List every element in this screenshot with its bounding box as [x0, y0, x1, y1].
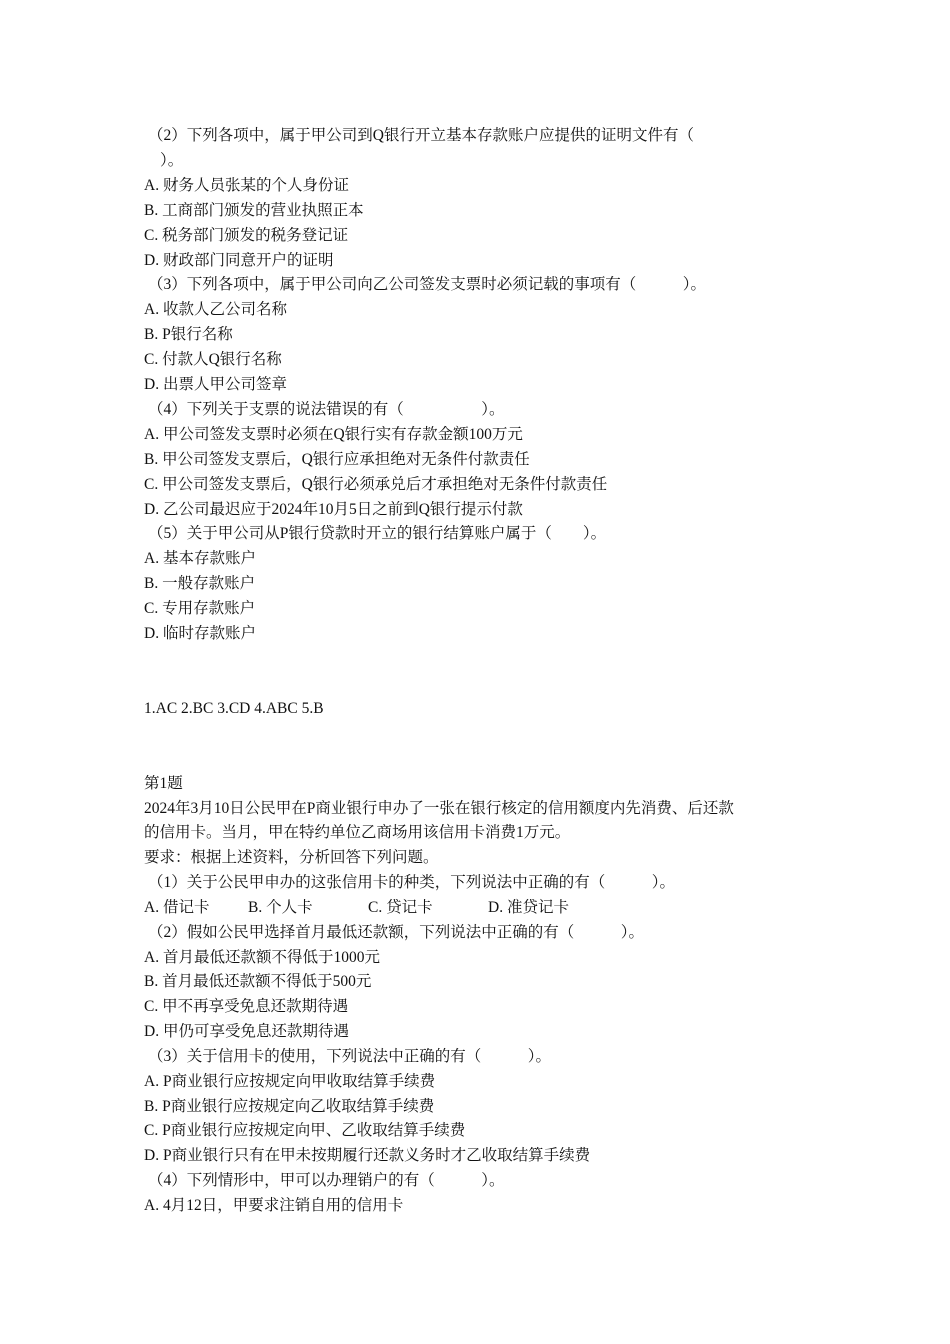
s2-q1-option-d: D. 准贷记卡 [488, 899, 569, 916]
s1-q4-option-b: B. 甲公司签发支票后，Q银行应承担绝对无条件付款责任 [144, 451, 530, 468]
s1-q3-option-c: C. 付款人Q银行名称 [144, 351, 282, 368]
s2-q3-option-c: C. P商业银行应按规定向甲、乙收取结算手续费 [144, 1122, 466, 1139]
s1-q4-option-d: D. 乙公司最迟应于2024年10月5日之前到Q银行提示付款 [144, 501, 523, 518]
s2-q3-stem: （3）关于信用卡的使用，下列说法中正确的有（ ）。 [148, 1048, 552, 1065]
s1-q4-option-c: C. 甲公司签发支票后，Q银行必须承兑后才承担绝对无条件付款责任 [144, 476, 608, 493]
requirement-text: 要求：根据上述资料，分析回答下列问题。 [144, 849, 439, 866]
s1-q2-option-b: B. 工商部门颁发的营业执照正本 [144, 202, 364, 219]
s1-q2-option-a: A. 财务人员张某的个人身份证 [144, 177, 349, 194]
case-intro-line-1: 2024年3月10日公民甲在P商业银行申办了一张在银行核定的信用额度内先消费、后还款 [144, 800, 734, 817]
question-heading: 第1题 [144, 775, 183, 792]
s2-q4-stem: （4）下列情形中，甲可以办理销户的有（ ）。 [148, 1172, 505, 1189]
s1-q2-option-c: C. 税务部门颁发的税务登记证 [144, 227, 349, 244]
s2-q2-stem: （2）假如公民甲选择首月最低还款额，下列说法中正确的有（ ）。 [148, 924, 645, 941]
s2-q1-options [144, 896, 744, 921]
case-intro-line-2: 的信用卡。当月，甲在特约单位乙商场用该信用卡消费1万元。 [144, 824, 571, 841]
s2-q3-option-a: A. P商业银行应按规定向甲收取结算手续费 [144, 1073, 436, 1090]
s1-q5-option-a: A. 基本存款账户 [144, 550, 256, 567]
s2-q1-option-b: B. 个人卡 [248, 899, 313, 916]
s1-q2-stem-end: ）。 [160, 152, 184, 169]
s2-q2-option-a: A. 首月最低还款额不得低于1000元 [144, 949, 380, 966]
s2-q2-option-d: D. 甲仍可享受免息还款期待遇 [144, 1023, 349, 1040]
s1-q5-option-c: C. 专用存款账户 [144, 600, 256, 617]
s2-q3-option-d: D. P商业银行只有在甲未按期履行还款义务时才乙收取结算手续费 [144, 1147, 591, 1164]
s1-q3-option-a: A. 收款人乙公司名称 [144, 301, 287, 318]
s1-q3-option-d: D. 出票人甲公司签章 [144, 376, 287, 393]
s2-q2-option-b: B. 首月最低还款额不得低于500元 [144, 973, 372, 990]
s2-q1-stem: （1）关于公民甲申办的这张信用卡的种类，下列说法中正确的有（ ）。 [148, 874, 676, 891]
s1-q3-stem: （3）下列各项中，属于甲公司向乙公司签发支票时必须记载的事项有（ ）。 [148, 276, 707, 293]
s2-q1-option-c: C. 贷记卡 [368, 899, 433, 916]
s1-q2-option-d: D. 财政部门同意开户的证明 [144, 252, 334, 269]
s1-q5-option-d: D. 临时存款账户 [144, 625, 256, 642]
s1-q3-option-b: B. P银行名称 [144, 326, 233, 343]
s1-q2-stem: （2）下列各项中，属于甲公司到Q银行开立基本存款账户应提供的证明文件有（ [148, 127, 694, 144]
s1-q5-option-b: B. 一般存款账户 [144, 575, 256, 592]
s2-q2-option-c: C. 甲不再享受免息还款期待遇 [144, 998, 349, 1015]
s1-q4-stem: （4）下列关于支票的说法错误的有（ ）。 [148, 401, 505, 418]
s2-q1-option-a: A. 借记卡 [144, 899, 210, 916]
answer-key: 1.AC 2.BC 3.CD 4.ABC 5.B [144, 700, 324, 717]
s2-q4-option-a: A. 4月12日，甲要求注销自用的信用卡 [144, 1197, 404, 1214]
s1-q5-stem: （5）关于甲公司从P银行贷款时开立的银行结算账户属于（ ）。 [148, 525, 607, 542]
s2-q3-option-b: B. P商业银行应按规定向乙收取结算手续费 [144, 1098, 435, 1115]
s1-q4-option-a: A. 甲公司签发支票时必须在Q银行实有存款金额100万元 [144, 426, 523, 443]
